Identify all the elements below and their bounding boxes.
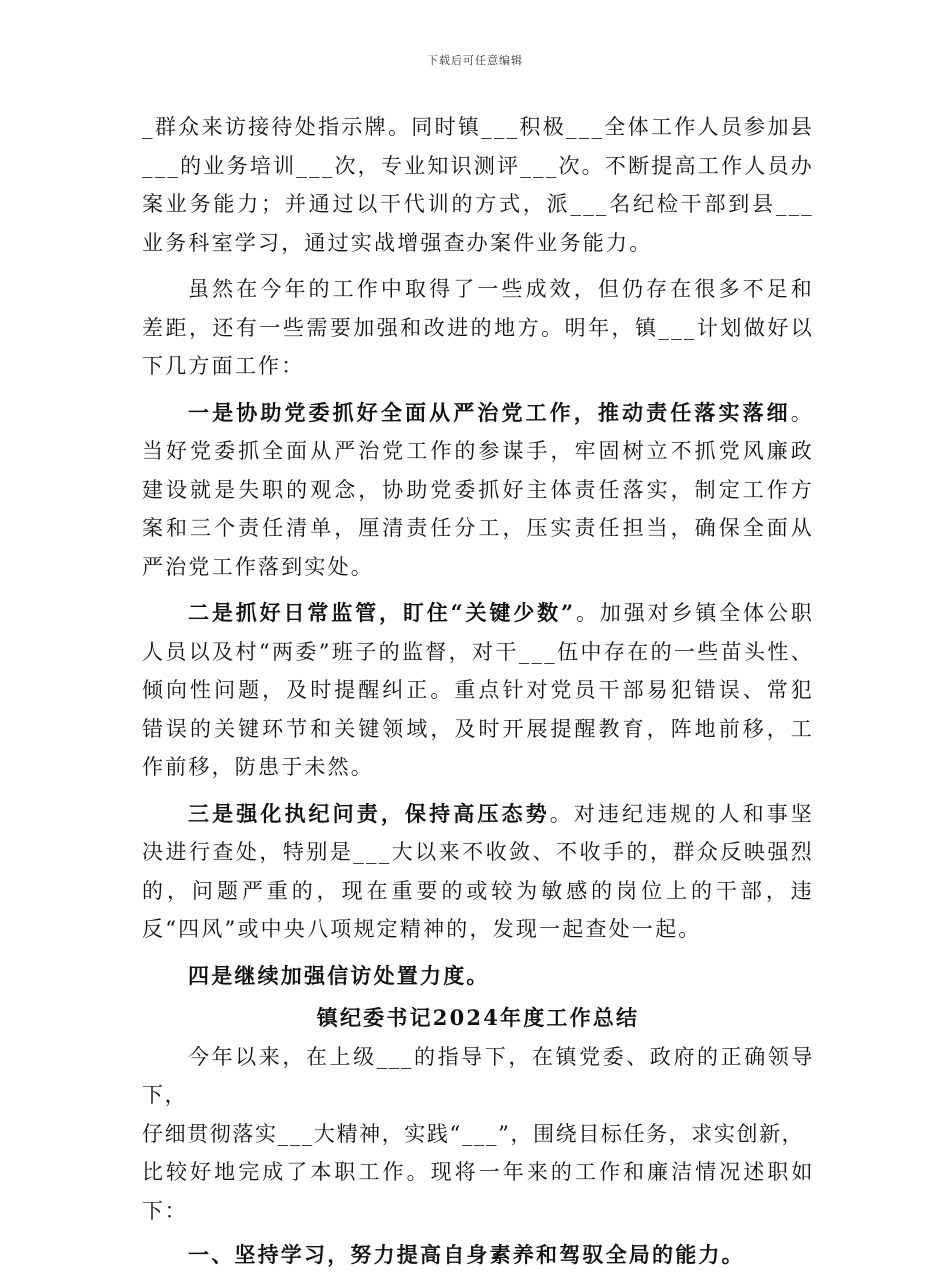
point-two-text: 。加强对乡镇全体公职人员以及村“两委”班子的监督，对干___伍中存在的一些苗头性、倾向性问题，及时提醒纠正。重点针对党员干部易犯错误、常犯错误的关键环节和关键领域，及时开展提醒教育，阵地前移，工作前移，防患于未然。 <box>142 601 815 779</box>
paragraph-point-four: 四是继续加强信访处置力度。 <box>188 962 490 988</box>
document-body <box>142 108 814 1275</box>
paragraph-shortcomings: 虽然在今年的工作中取得了一些成效，但仍存在很多不足和差距，还有一些需要加强和改进的地方。明年，镇___计划做好以下几方面工作： <box>142 277 814 378</box>
intro-line-2: 仔细贯彻落实___大精神，实践“___”，围绕目标任务，求实创新， <box>142 1121 805 1146</box>
paragraph-continued: _群众来访接待处指示牌。同时镇___积极___全体工作人员参加县___的业务培训___次，专业知识测评___次。不断提高工作人员办案业务能力；并通过以干代训的方式，派___名纪检干部到县___业务科室学习，通过实战增强查办案件业务能力。 <box>142 115 814 255</box>
point-three-text: 。对违纪违规的人和事坚决进行查处，特别是___大以来不收敛、不收手的，群众反映强烈的，问题严重的，现在重要的或较为敏感的岗位上的干部，违反“四风”或中央八项规定精神的，发现一起查处一起。 <box>142 801 815 941</box>
document-title: 镇纪委书记2024年度工作总结 <box>316 1005 640 1030</box>
point-one-lead: 一是协助党委抓好全面从严治党工作，推动责任落实落细 <box>188 399 791 425</box>
section-heading-1: 一、坚持学习，努力提高自身素养和驾驭全局的能力。 <box>188 1242 745 1267</box>
paragraph-point-three <box>142 795 814 949</box>
paragraph-point-two <box>142 594 814 787</box>
point-two-lead: 二是抓好日常监管，盯住“关键少数” <box>188 600 576 625</box>
intro-line-3: 比较好地完成了本职工作。现将一年来的工作和廉洁情况述职如下： <box>142 1160 814 1223</box>
point-three-lead: 三是强化执纪问责，保持高压态势 <box>188 800 550 826</box>
paragraph-point-one <box>142 394 814 587</box>
point-one-text: 。当好党委抓全面从严治党工作的参谋手，牢固树立不抓党风廉政建设就是失职的观念，协助党委抓好主体责任落实，制定工作方案和三个责任清单，厘清责任分工，压实责任担当，确保全面从严治党工作落到实处。 <box>142 400 814 579</box>
intro-line-1: 今年以来，在上级___的指导下，在镇党委、政府的正确领导下， <box>142 1044 814 1107</box>
page-header-note: 下载后可任意编辑 <box>427 54 523 67</box>
